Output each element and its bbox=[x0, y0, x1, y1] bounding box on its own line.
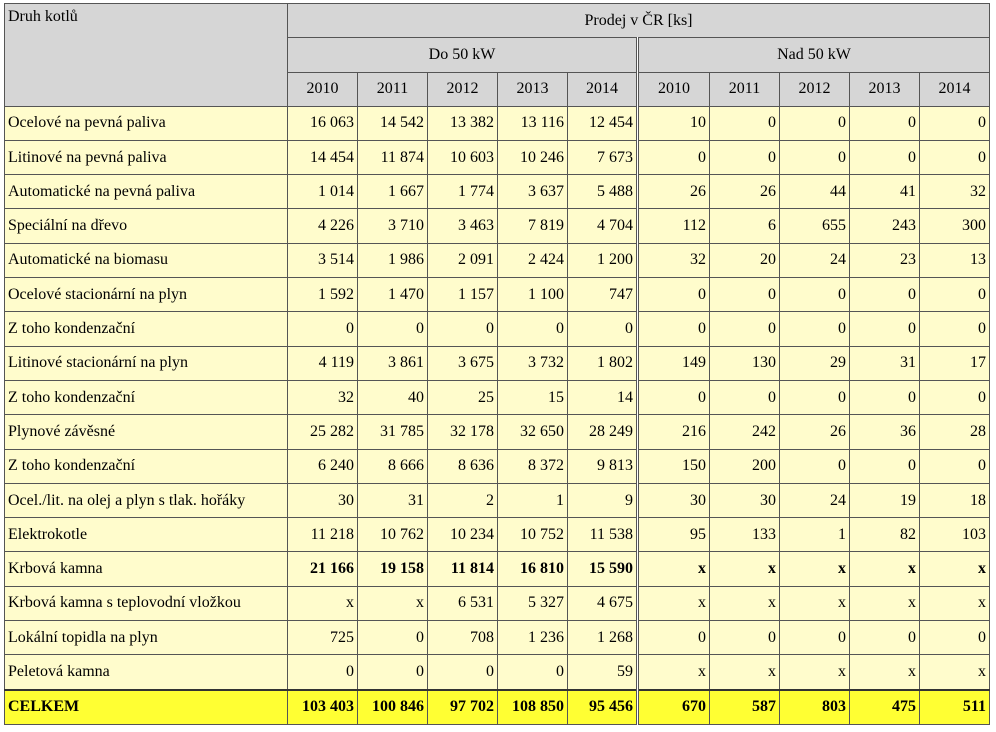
table-cell: 23 bbox=[850, 243, 920, 277]
table-cell: 1 268 bbox=[568, 621, 638, 655]
table-cell: 2 091 bbox=[428, 243, 498, 277]
year-header-over-2012: 2012 bbox=[780, 72, 850, 106]
table-cell: 82 bbox=[850, 518, 920, 552]
table-cell: 97 702 bbox=[428, 690, 498, 725]
table-cell: 133 bbox=[710, 518, 780, 552]
table-cell: 21 166 bbox=[288, 552, 358, 586]
column-header-sales: Prodej v ČR [ks] bbox=[288, 4, 990, 38]
boiler-sales-table bbox=[4, 3, 990, 725]
table-cell: 0 bbox=[780, 140, 850, 174]
table-cell: 13 116 bbox=[498, 106, 568, 140]
table-cell: 20 bbox=[710, 243, 780, 277]
table-cell: 0 bbox=[920, 621, 990, 655]
table-cell: 3 710 bbox=[358, 209, 428, 243]
row-label: Ocelové stacionární na plyn bbox=[5, 278, 288, 312]
table-cell: 6 531 bbox=[428, 586, 498, 620]
row-label: Z toho kondenzační bbox=[5, 380, 288, 414]
table-cell: 1 986 bbox=[358, 243, 428, 277]
table-cell: 9 813 bbox=[568, 449, 638, 483]
table-cell: 32 bbox=[920, 175, 990, 209]
table-row bbox=[5, 175, 990, 209]
table-cell: 242 bbox=[710, 415, 780, 449]
row-label: Ocel./lit. na olej a plyn s tlak. hořáky bbox=[5, 483, 288, 517]
table-cell: 0 bbox=[710, 312, 780, 346]
table-cell: 14 454 bbox=[288, 140, 358, 174]
table-cell: 0 bbox=[850, 312, 920, 346]
table-cell: 44 bbox=[780, 175, 850, 209]
table-cell: 18 bbox=[920, 483, 990, 517]
table-cell: x bbox=[780, 552, 850, 586]
table-cell: 1 100 bbox=[498, 278, 568, 312]
table-cell: 36 bbox=[850, 415, 920, 449]
table-cell: 0 bbox=[638, 312, 710, 346]
table-cell: 19 bbox=[850, 483, 920, 517]
table-cell: 1 bbox=[780, 518, 850, 552]
table-cell: 10 246 bbox=[498, 140, 568, 174]
group-header-over-50kw: Nad 50 kW bbox=[638, 38, 990, 72]
table-cell: 587 bbox=[710, 690, 780, 725]
column-header-boiler-type: Druh kotlů bbox=[5, 4, 288, 107]
table-cell: 216 bbox=[638, 415, 710, 449]
table-cell: 0 bbox=[710, 278, 780, 312]
table-row bbox=[5, 621, 990, 655]
table-cell: 17 bbox=[920, 346, 990, 380]
table-cell: 0 bbox=[288, 655, 358, 690]
table-cell: 0 bbox=[638, 278, 710, 312]
table-cell: 8 666 bbox=[358, 449, 428, 483]
table-cell: 4 675 bbox=[568, 586, 638, 620]
row-label: Plynové závěsné bbox=[5, 415, 288, 449]
table-row bbox=[5, 106, 990, 140]
table-cell: 149 bbox=[638, 346, 710, 380]
table-cell: 0 bbox=[710, 380, 780, 414]
year-header-under-2014: 2014 bbox=[568, 72, 638, 106]
table-cell: 0 bbox=[850, 140, 920, 174]
table-cell: 655 bbox=[780, 209, 850, 243]
table-cell: 32 bbox=[288, 380, 358, 414]
table-cell: 24 bbox=[780, 483, 850, 517]
table-cell: 95 bbox=[638, 518, 710, 552]
table-cell: 0 bbox=[358, 621, 428, 655]
table-cell: 0 bbox=[498, 655, 568, 690]
table-cell: 0 bbox=[920, 140, 990, 174]
table-cell: 0 bbox=[920, 449, 990, 483]
table-cell: 0 bbox=[358, 312, 428, 346]
table-cell: 31 bbox=[850, 346, 920, 380]
table-cell: 1 014 bbox=[288, 175, 358, 209]
row-label: Speciální na dřevo bbox=[5, 209, 288, 243]
table-cell: 0 bbox=[780, 312, 850, 346]
table-cell: 8 372 bbox=[498, 449, 568, 483]
table-cell: x bbox=[710, 586, 780, 620]
table-cell: 32 650 bbox=[498, 415, 568, 449]
table-cell: x bbox=[638, 655, 710, 690]
table-cell: 0 bbox=[920, 106, 990, 140]
table-cell: 6 bbox=[710, 209, 780, 243]
table-cell: 10 bbox=[638, 106, 710, 140]
table-cell: x bbox=[920, 552, 990, 586]
table-row bbox=[5, 518, 990, 552]
table-cell: 7 819 bbox=[498, 209, 568, 243]
table-cell: 12 454 bbox=[568, 106, 638, 140]
table-cell: 0 bbox=[920, 380, 990, 414]
table-cell: 13 382 bbox=[428, 106, 498, 140]
table-cell: 0 bbox=[428, 655, 498, 690]
row-label: Automatické na biomasu bbox=[5, 243, 288, 277]
table-cell: 10 762 bbox=[358, 518, 428, 552]
table-cell: 10 752 bbox=[498, 518, 568, 552]
table-cell: 130 bbox=[710, 346, 780, 380]
table-cell: 0 bbox=[780, 380, 850, 414]
table-cell: 16 810 bbox=[498, 552, 568, 586]
table-cell: 100 846 bbox=[358, 690, 428, 725]
table-cell: 747 bbox=[568, 278, 638, 312]
table-row bbox=[5, 449, 990, 483]
table-row bbox=[5, 278, 990, 312]
table-cell: 1 592 bbox=[288, 278, 358, 312]
table-cell: x bbox=[780, 586, 850, 620]
table-cell: 30 bbox=[288, 483, 358, 517]
table-cell: 30 bbox=[638, 483, 710, 517]
table-cell: 475 bbox=[850, 690, 920, 725]
table-row bbox=[5, 415, 990, 449]
table-cell: 13 bbox=[920, 243, 990, 277]
table-cell: 1 236 bbox=[498, 621, 568, 655]
table-cell: 95 456 bbox=[568, 690, 638, 725]
table-row bbox=[5, 483, 990, 517]
table-cell: 0 bbox=[568, 312, 638, 346]
row-label: Krbová kamna bbox=[5, 552, 288, 586]
row-label: Peletová kamna bbox=[5, 655, 288, 690]
table-cell: 103 bbox=[920, 518, 990, 552]
table-cell: 0 bbox=[358, 655, 428, 690]
table-cell: 19 158 bbox=[358, 552, 428, 586]
table-cell: 1 774 bbox=[428, 175, 498, 209]
table-cell: 1 667 bbox=[358, 175, 428, 209]
table-cell: x bbox=[780, 655, 850, 690]
table-cell: 11 538 bbox=[568, 518, 638, 552]
table-cell: 0 bbox=[850, 278, 920, 312]
table-cell: x bbox=[710, 552, 780, 586]
table-cell: 3 861 bbox=[358, 346, 428, 380]
table-cell: x bbox=[850, 655, 920, 690]
row-label: Litinové na pevná paliva bbox=[5, 140, 288, 174]
table-cell: x bbox=[850, 552, 920, 586]
table-cell: 59 bbox=[568, 655, 638, 690]
table-cell: 108 850 bbox=[498, 690, 568, 725]
table-cell: 0 bbox=[710, 140, 780, 174]
table-cell: 5 488 bbox=[568, 175, 638, 209]
table-row bbox=[5, 586, 990, 620]
table-body bbox=[5, 106, 990, 724]
row-label: Krbová kamna s teplovodní vložkou bbox=[5, 586, 288, 620]
group-header-under-50kw: Do 50 kW bbox=[288, 38, 638, 72]
table-row bbox=[5, 312, 990, 346]
table-cell: 4 226 bbox=[288, 209, 358, 243]
table-cell: 32 178 bbox=[428, 415, 498, 449]
table-cell: 103 403 bbox=[288, 690, 358, 725]
row-label: Z toho kondenzační bbox=[5, 449, 288, 483]
table-cell: 31 785 bbox=[358, 415, 428, 449]
year-header-over-2014: 2014 bbox=[920, 72, 990, 106]
total-row bbox=[5, 690, 990, 725]
table-row bbox=[5, 140, 990, 174]
table-cell: 10 234 bbox=[428, 518, 498, 552]
table-cell: 40 bbox=[358, 380, 428, 414]
table-cell: 29 bbox=[780, 346, 850, 380]
table-cell: 0 bbox=[850, 449, 920, 483]
table-cell: 2 424 bbox=[498, 243, 568, 277]
table-cell: 26 bbox=[638, 175, 710, 209]
table-cell: 24 bbox=[780, 243, 850, 277]
table-cell: 11 218 bbox=[288, 518, 358, 552]
row-label: Automatické na pevná paliva bbox=[5, 175, 288, 209]
table-cell: 7 673 bbox=[568, 140, 638, 174]
table-cell: 725 bbox=[288, 621, 358, 655]
table-cell: 25 282 bbox=[288, 415, 358, 449]
table-cell: 28 249 bbox=[568, 415, 638, 449]
table-cell: x bbox=[638, 552, 710, 586]
table-cell: 30 bbox=[710, 483, 780, 517]
table-cell: 0 bbox=[638, 140, 710, 174]
table-cell: 14 542 bbox=[358, 106, 428, 140]
table-cell: 112 bbox=[638, 209, 710, 243]
table-cell: x bbox=[920, 655, 990, 690]
table-cell: 16 063 bbox=[288, 106, 358, 140]
table-cell: 32 bbox=[638, 243, 710, 277]
table-cell: 3 675 bbox=[428, 346, 498, 380]
table-cell: 26 bbox=[780, 415, 850, 449]
table-cell: 0 bbox=[850, 380, 920, 414]
table-cell: 0 bbox=[780, 621, 850, 655]
table-cell: 3 463 bbox=[428, 209, 498, 243]
table-row bbox=[5, 346, 990, 380]
table-cell: 5 327 bbox=[498, 586, 568, 620]
table-cell: 11 814 bbox=[428, 552, 498, 586]
table-cell: 4 119 bbox=[288, 346, 358, 380]
table-cell: 0 bbox=[780, 278, 850, 312]
table-cell: 4 704 bbox=[568, 209, 638, 243]
header-row-main bbox=[5, 4, 990, 38]
table-cell: 31 bbox=[358, 483, 428, 517]
table-row bbox=[5, 552, 990, 586]
year-header-under-2010: 2010 bbox=[288, 72, 358, 106]
year-header-over-2013: 2013 bbox=[850, 72, 920, 106]
table-cell: 14 bbox=[568, 380, 638, 414]
row-label: Ocelové na pevná paliva bbox=[5, 106, 288, 140]
table-cell: 150 bbox=[638, 449, 710, 483]
table-cell: 0 bbox=[638, 380, 710, 414]
table-cell: 25 bbox=[428, 380, 498, 414]
sales-table-wrapper bbox=[4, 3, 990, 725]
table-cell: x bbox=[638, 586, 710, 620]
table-cell: 0 bbox=[710, 106, 780, 140]
table-cell: 0 bbox=[920, 278, 990, 312]
table-cell: 41 bbox=[850, 175, 920, 209]
table-cell: 28 bbox=[920, 415, 990, 449]
table-cell: 1 bbox=[498, 483, 568, 517]
table-row bbox=[5, 209, 990, 243]
table-cell: 10 603 bbox=[428, 140, 498, 174]
table-cell: 670 bbox=[638, 690, 710, 725]
row-label: Z toho kondenzační bbox=[5, 312, 288, 346]
table-cell: 243 bbox=[850, 209, 920, 243]
table-cell: 3 732 bbox=[498, 346, 568, 380]
year-header-under-2012: 2012 bbox=[428, 72, 498, 106]
table-cell: 1 802 bbox=[568, 346, 638, 380]
table-cell: 1 157 bbox=[428, 278, 498, 312]
table-row bbox=[5, 655, 990, 690]
table-cell: 15 590 bbox=[568, 552, 638, 586]
table-cell: 0 bbox=[850, 106, 920, 140]
table-cell: 8 636 bbox=[428, 449, 498, 483]
table-cell: 708 bbox=[428, 621, 498, 655]
year-header-over-2010: 2010 bbox=[638, 72, 710, 106]
table-cell: x bbox=[358, 586, 428, 620]
table-cell: x bbox=[710, 655, 780, 690]
table-cell: 300 bbox=[920, 209, 990, 243]
table-cell: 1 200 bbox=[568, 243, 638, 277]
year-header-under-2013: 2013 bbox=[498, 72, 568, 106]
table-cell: 0 bbox=[498, 312, 568, 346]
table-cell: 803 bbox=[780, 690, 850, 725]
table-cell: x bbox=[288, 586, 358, 620]
table-cell: 0 bbox=[780, 106, 850, 140]
table-cell: 11 874 bbox=[358, 140, 428, 174]
table-cell: 0 bbox=[920, 312, 990, 346]
row-label: Elektrokotle bbox=[5, 518, 288, 552]
year-header-over-2011: 2011 bbox=[710, 72, 780, 106]
table-cell: 3 514 bbox=[288, 243, 358, 277]
table-cell: 0 bbox=[710, 621, 780, 655]
table-cell: x bbox=[920, 586, 990, 620]
table-cell: 0 bbox=[780, 449, 850, 483]
table-cell: 26 bbox=[710, 175, 780, 209]
table-cell: 6 240 bbox=[288, 449, 358, 483]
table-cell: 0 bbox=[638, 621, 710, 655]
table-cell: 0 bbox=[288, 312, 358, 346]
table-cell: 1 470 bbox=[358, 278, 428, 312]
row-label: CELKEM bbox=[5, 690, 288, 725]
table-cell: 2 bbox=[428, 483, 498, 517]
table-row bbox=[5, 380, 990, 414]
table-row bbox=[5, 243, 990, 277]
table-cell: 9 bbox=[568, 483, 638, 517]
year-header-under-2011: 2011 bbox=[358, 72, 428, 106]
table-cell: 511 bbox=[920, 690, 990, 725]
row-label: Litinové stacionární na plyn bbox=[5, 346, 288, 380]
table-cell: 200 bbox=[710, 449, 780, 483]
row-label: Lokální topidla na plyn bbox=[5, 621, 288, 655]
table-cell: 15 bbox=[498, 380, 568, 414]
table-cell: 0 bbox=[850, 621, 920, 655]
table-cell: 3 637 bbox=[498, 175, 568, 209]
table-cell: x bbox=[850, 586, 920, 620]
table-cell: 0 bbox=[428, 312, 498, 346]
